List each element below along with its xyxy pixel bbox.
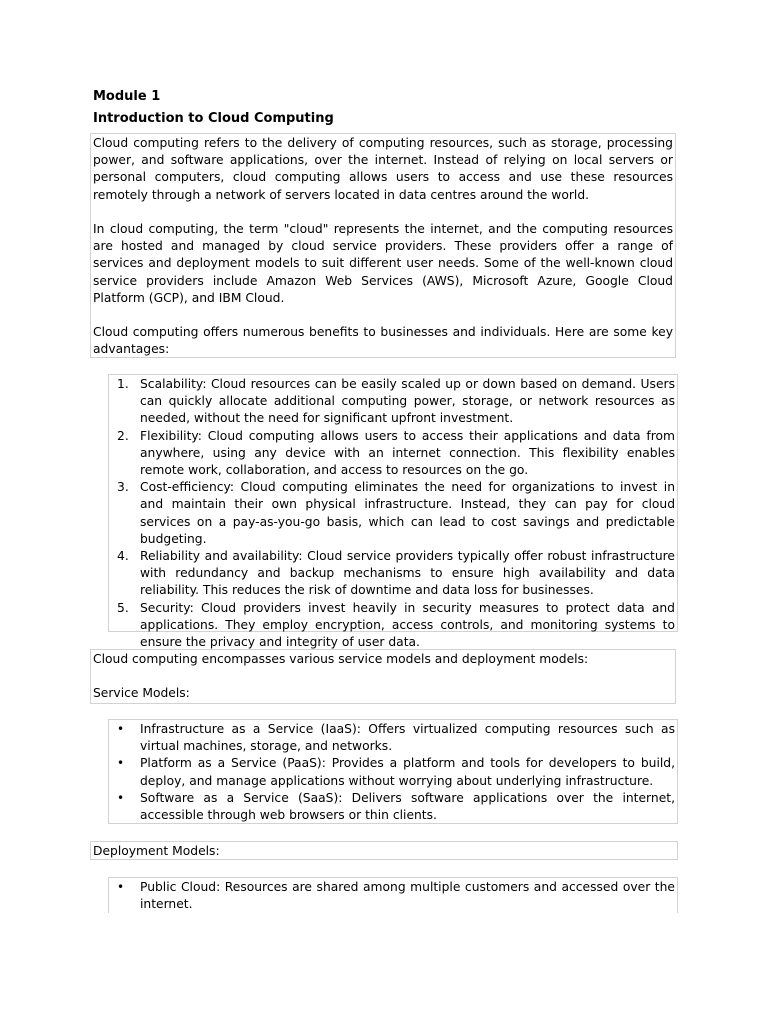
list-item [111,879,675,913]
list-item-text: Scalability: Cloud resources can be easily scaled up or down based on demand. Users can quickly allocate additional computing power, storage, or network resources as needed, without the need for significant upfront investment. [140,377,675,426]
list-number: 3. [117,480,129,495]
list-item-text: Security: Cloud providers invest heavily in security measures to protect data and applications. They employ encryption, access controls, and monitoring systems to ensure the privacy and integrity of user data. [140,600,675,650]
list-item [111,428,675,480]
list-item-text: Flexibility: Cloud computing allows users to access their applications and data from anywhere, using any device with an internet connection. This flexibility enables remote work, collaboration, and access to resources on the go. [140,428,675,478]
service-models-list [111,721,675,824]
service-models-list-box [108,719,678,824]
intro-paragraph: Cloud computing refers to the delivery of computing resources, such as storage, processing power, and software applications, over the internet. Instead of relying on local servers or personal computers, cloud computing allows users to access and use these resources remotely through a network of servers located in data centres around the world. [93,136,673,202]
list-item [111,376,675,428]
list-item-text: Infrastructure as a Service (IaaS): Offers virtualized computing resources such as virtual machines, storage, and networks. [140,722,675,754]
models-intro-box [90,649,676,704]
list-item-text: Reliability and availability: Cloud service providers typically offer robust infrastructure with redundancy and backup mechanisms to ensure high availability and data reliability. This reduces the risk of downtime and data loss for businesses. [140,549,675,598]
deployment-models-list [111,879,675,913]
bullet-icon: • [117,722,125,736]
deployment-models-label-box [90,841,678,860]
list-item [111,600,675,652]
list-number: 5. [117,600,129,615]
bullet-icon: • [117,880,125,894]
list-item-text: Platform as a Service (PaaS): Provides a platform and tools for developers to build, deploy, and manage applications without worrying about underlying infrastructure. [140,756,675,788]
list-item-text: Public Cloud: Resources are shared among multiple customers and accessed over the internet. [140,880,675,912]
section-title: Introduction to Cloud Computing [93,111,334,126]
models-intro-text: Cloud computing encompasses various service models and deployment models: [93,652,589,666]
intro-text-box [90,133,676,358]
intro-paragraph: In cloud computing, the term "cloud" represents the internet, and the computing resources are hosted and managed by cloud service providers. These providers offer a range of services and deployment models to suit different user needs. Some of the well-known cloud service providers include Amazon Web Services (AWS), Microsoft Azure, Google Cloud Platform (GCP), and IBM Cloud. [93,222,673,305]
bullet-icon: • [117,756,125,771]
bullet-icon: • [117,790,125,805]
intro-paragraph: Cloud computing offers numerous benefits to businesses and individuals. Here are some key advantages: [93,325,673,357]
deployment-models-list-box [108,877,678,913]
advantages-list [111,376,675,651]
list-item [111,755,675,789]
list-number: 2. [117,428,129,443]
list-item-text: Software as a Service (SaaS): Delivers software applications over the internet, accessible through web browsers or thin clients. [140,790,675,823]
list-item-text: Cost-efficiency: Cloud computing eliminates the need for organizations to invest in and maintain their own physical infrastructure. Instead, they can pay for cloud services on a pay-as-you-go basis, which can lead to cost savings and predictable budgeting. [140,480,675,546]
module-title: Module 1 [93,89,161,104]
list-number: 1. [117,377,129,391]
service-models-label: Service Models: [93,686,190,701]
list-item [111,479,675,548]
list-item [111,721,675,755]
deployment-models-label: Deployment Models: [93,844,220,858]
list-number: 4. [117,549,129,564]
advantages-list-box [108,374,678,650]
list-item [111,790,675,824]
list-item [111,548,675,600]
